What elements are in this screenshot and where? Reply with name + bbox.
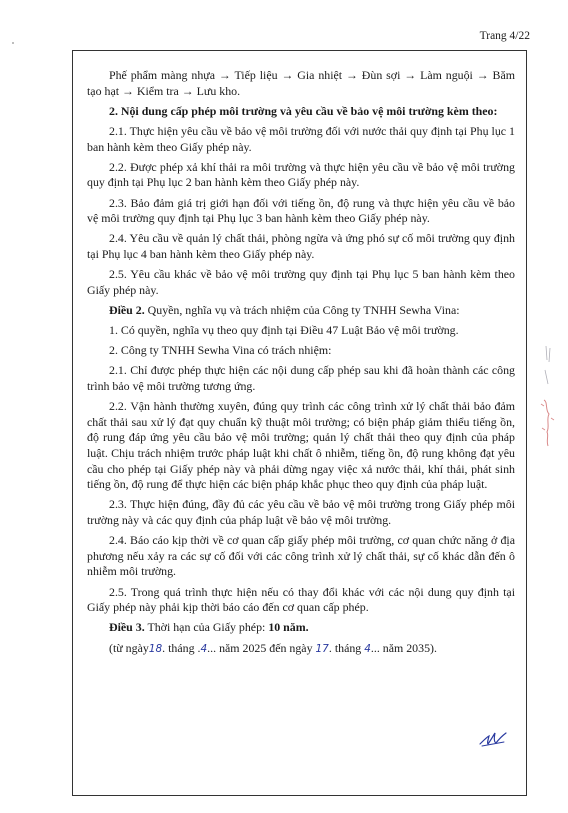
paragraph-2-4: 2.4. Yêu cầu về quản lý chất thải, phòng ngừa và ứng phó sự cố môi trường quy định tại Phụ lục 4 ban hành kèm theo Giấy phép này. <box>87 231 515 261</box>
paragraph-2-5: 2.5. Yêu cầu khác về bảo vệ môi trường quy định tại Phụ lục 5 ban hành kèm theo Giấy phép này. <box>87 267 515 297</box>
margin-stamp-mark <box>536 340 560 450</box>
responsibility-2-3: 2.3. Thực hiện đúng, đầy đủ các yêu cầu về bảo vệ môi trường trong Giấy phép môi trường này và các quy định của pháp luật về bảo vệ môi trường. <box>87 497 515 527</box>
handwritten-end-day: 17 <box>315 642 329 655</box>
section-heading-2: 2. Nội dung cấp phép môi trường và yêu cầu về bảo vệ môi trường kèm theo: <box>109 103 498 118</box>
responsibility-2-2: 2.2. Vận hành thường xuyên, đúng quy trình các công trình xử lý chất thải bảo đảm chất thải sau xử lý đạt quy chuẩn kỹ thuật môi trường; có biện pháp giảm thiểu tiếng ồn, độ rung đáp ứng yêu cầu bảo vệ môi trường; quản lý chất thải theo quy định của pháp luật. Chịu trách nhiệm trước pháp luật khi chất ô nhiễm, tiếng ồn, độ rung không đạt yêu cầu cho phép tại Giấy phép này và phải dừng ngay việc xả nước thải, khí thải, phát sinh tiếng ồn, độ rung để thực hiện các biện pháp khắc phục theo quy định của pháp luật. <box>87 399 515 492</box>
handwritten-start-month: 4 <box>200 642 208 655</box>
document-body <box>87 68 515 662</box>
initials-signature <box>478 728 508 750</box>
article-3-text: Thời hạn của Giấy phép: <box>144 620 269 635</box>
paragraph-2-3: 2.3. Bảo đảm giá trị giới hạn đối với tiếng ồn, độ rung và thực hiện yêu cầu về bảo vệ môi trường quy định tại Phụ lục 3 ban hành kèm theo Giấy phép này. <box>87 195 515 226</box>
article-2-heading <box>87 303 515 319</box>
article-2-text: Quyền, nghĩa vụ và trách nhiệm của Công ty TNHH Sewha Vina: <box>144 302 460 317</box>
validity-text-1: (từ ngày <box>109 640 149 655</box>
article-2-item-2: 2. Công ty TNHH Sewha Vina có trách nhiệm: <box>109 343 332 358</box>
article-3-label: Điều 3. <box>109 620 145 635</box>
paragraph-2-2: 2.2. Được phép xả khí thải ra môi trường và thực hiện yêu cầu về bảo vệ môi trường quy định tại Phụ lục 2 ban hành kèm theo Giấy phép này. <box>87 159 515 190</box>
scan-speck <box>12 42 14 44</box>
process-flow-paragraph: Phế phẩm màng nhựa → Tiếp liệu → Gia nhiệt → Đùn sợi → Làm nguội → Băm tạo hạt → Kiểm tra → Lưu kho. <box>87 68 515 98</box>
paragraph-2-1: 2.1. Thực hiện yêu cầu về bảo vệ môi trường đối với nước thải quy định tại Phụ lục 1 ban hành kèm theo Giấy phép này. <box>87 123 515 154</box>
validity-period <box>87 641 515 658</box>
responsibility-2-4: 2.4. Báo cáo kịp thời về cơ quan cấp giấy phép môi trường, cơ quan chức năng ở địa phương nếu xảy ra các sự cố đối với các công trình xử lý chất thải, sự cố khác dẫn đến ô nhiễm môi trường. <box>87 533 515 579</box>
responsibility-2-5: 2.5. Trong quá trình thực hiện nếu có thay đổi khác với các nội dung quy định tại Giấy phép này phải kịp thời báo cáo đến cơ quan cấp phép. <box>87 584 515 615</box>
article-2-item-1: 1. Có quyền, nghĩa vụ theo quy định tại Điều 47 Luật Bảo vệ môi trường. <box>109 323 459 338</box>
handwritten-start-day: 18 <box>148 642 163 655</box>
handwritten-end-month: 4 <box>364 642 371 655</box>
page-number: Trang 4/22 <box>479 30 530 42</box>
article-3-heading <box>87 620 515 636</box>
article-2-label: Điều 2. <box>109 302 145 317</box>
validity-text-5: ... năm 2035). <box>370 640 437 655</box>
validity-text-2: . tháng . <box>162 640 201 655</box>
validity-text-4: . tháng <box>328 640 365 655</box>
validity-text-3: ... năm 2025 đến ngày <box>207 640 316 655</box>
article-3-duration: 10 năm. <box>268 620 309 635</box>
responsibility-2-1: 2.1. Chỉ được phép thực hiện các nội dung cấp phép sau khi đã hoàn thành các công trình bảo vệ môi trường tương ứng. <box>87 363 515 394</box>
